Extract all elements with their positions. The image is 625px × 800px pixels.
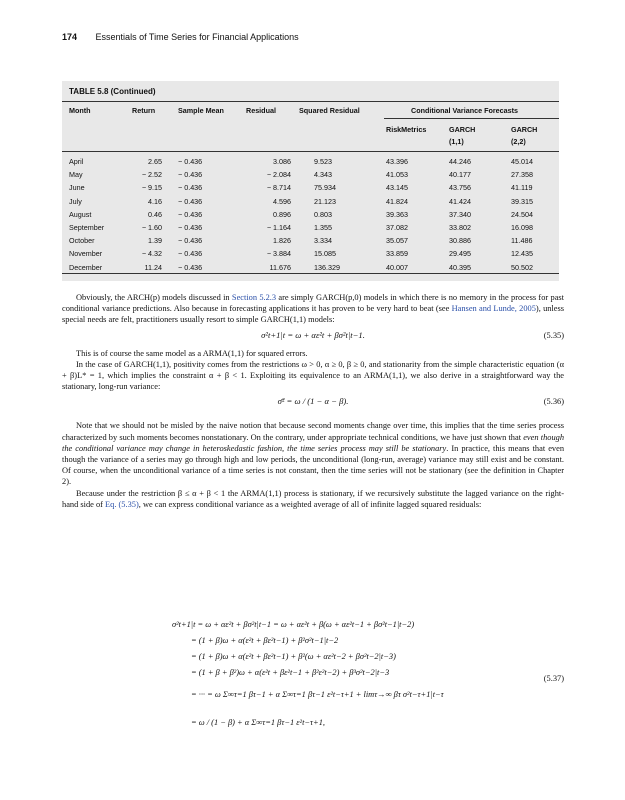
eq537-line-5: = ··· = ω Σ∞τ=1 βτ−1 + α Σ∞τ=1 βτ−1 ε²t−τ+1 + limτ→∞ βτ σ²t−τ+1|t−τ — [191, 690, 444, 699]
cell-squared-residual: 0.803 — [314, 209, 332, 219]
eq537-line-1: σ²t+1|t = ω + αε²t + βσ²t|t−1 = ω + αε²t + β(ω + αε²t−1 + βσ²t−1|t−2) — [172, 620, 415, 629]
cell-garch22: 45.014 — [511, 157, 533, 166]
cell-residual: − 8.714 — [266, 183, 291, 193]
cell-return: − 1.60 — [141, 223, 162, 232]
cell-return: 4.16 — [148, 196, 162, 206]
p1-text-c: ), unless special needs are felt, practitioners usually resort to simple GARCH(1,1) models: — [62, 304, 565, 325]
eq537-line-2: = (1 + β)ω + α(ε²t + βε²t−1) + β²σ²t−1|t−2 — [191, 636, 339, 645]
p4-emphasis: even though the conditional variance may change in heteroskedastic fashion, the time series process may still be stationary — [62, 432, 565, 453]
cell-riskmetrics: 43.145 — [386, 183, 408, 193]
cell-residual: − 2.084 — [266, 170, 291, 180]
equation-5-36-number: (5.36) — [543, 397, 564, 407]
eq537-line-4: = (1 + β + β²)ω + α(ε²t + βε²t−1 + β²ε²t−2) + β³σ²t−2|t−3 — [191, 668, 390, 677]
page-number: 174 — [62, 32, 78, 42]
cell-squared-residual: 4.343 — [314, 170, 332, 180]
cell-garch11: 33.802 — [449, 223, 471, 232]
header-conditional-variance-forecasts: Conditional Variance Forecasts — [411, 106, 519, 115]
cell-squared-residual: 75.934 — [314, 183, 336, 193]
cell-month: May — [69, 170, 83, 180]
header-garch22-order: (2,2) — [511, 137, 526, 146]
equation-5-36-body: σ̄² = ω / (1 − α − β). — [277, 396, 349, 407]
cell-garch11: 29.495 — [449, 249, 471, 259]
cell-sample-mean: − 0.436 — [178, 183, 203, 193]
cell-month: July — [69, 196, 82, 206]
table-rule-header — [62, 151, 559, 152]
cell-garch11: 40.177 — [449, 170, 471, 180]
cell-return: 0.46 — [148, 209, 162, 219]
cell-riskmetrics: 41.053 — [386, 170, 408, 180]
paragraph-4 — [62, 420, 564, 487]
p1-text-a: Obviously, the ARCH(p) models discussed in — [76, 293, 232, 302]
cell-squared-residual: 9.523 — [314, 157, 332, 166]
cell-sample-mean: − 0.436 — [178, 157, 203, 166]
table-rule-top — [62, 101, 559, 102]
cell-sample-mean: − 0.436 — [178, 223, 203, 232]
header-residual: Residual — [246, 106, 276, 115]
link-hansen-lunde[interactable]: Hansen and Lunde, 2005 — [451, 304, 536, 314]
running-header — [62, 32, 299, 42]
table-title: TABLE 5.8 (Continued) — [69, 87, 156, 96]
header-squared-residual: Squared Residual — [299, 106, 360, 115]
header-sample-mean: Sample Mean — [178, 106, 224, 115]
cell-return: 1.39 — [148, 236, 162, 246]
cell-riskmetrics: 43.396 — [386, 157, 408, 166]
header-garch11-order: (1,1) — [449, 137, 464, 146]
cell-garch22: 11.486 — [511, 236, 533, 246]
p4-text-b: . In practice, this means that even though the variance of a series may go through high and low periods, the unconditional (long-run, average) variance may still exist and be constant. Of course, when the unconditional variance of a time series is not constant, then the time series will not be stationary (see the definition in Chapter 2). — [62, 443, 565, 487]
cell-garch11: 43.756 — [449, 183, 471, 193]
cell-sample-mean: − 0.436 — [178, 262, 203, 272]
cell-garch22: 12.435 — [511, 249, 533, 259]
cell-garch11: 37.340 — [449, 209, 471, 219]
cell-garch11: 41.424 — [449, 196, 471, 206]
cell-squared-residual: 3.334 — [314, 236, 332, 246]
cell-month: December — [69, 262, 103, 272]
equation-5-35-body: σ²t+1|t = ω + αε²t + βσ²t|t−1. — [261, 329, 365, 340]
cell-squared-residual: 21.123 — [314, 196, 336, 206]
cell-return: 11.24 — [144, 262, 162, 272]
cell-sample-mean: − 0.436 — [178, 170, 203, 180]
cell-sample-mean: − 0.436 — [178, 236, 203, 246]
cell-riskmetrics: 39.363 — [386, 209, 408, 219]
equation-5-35-number: (5.35) — [543, 330, 564, 340]
cell-month: April — [69, 157, 84, 166]
cell-residual: 1.826 — [273, 236, 291, 246]
cell-month: June — [69, 183, 85, 193]
cell-riskmetrics: 35.057 — [386, 236, 408, 246]
cell-garch22: 24.504 — [511, 209, 533, 219]
cell-garch11: 44.246 — [449, 157, 471, 166]
paragraph-1 — [62, 292, 564, 326]
link-section-5-2-3[interactable]: Section 5.2.3 — [231, 293, 277, 302]
cell-month: September — [69, 223, 105, 232]
cell-month: August — [69, 209, 92, 219]
cell-residual: − 1.164 — [266, 223, 291, 232]
group-rule — [384, 118, 559, 119]
cell-return: − 4.32 — [141, 249, 162, 259]
cell-squared-residual: 15.085 — [314, 249, 336, 259]
link-eq-5-35[interactable]: Eq. (5.35) — [105, 499, 139, 509]
cell-squared-residual: 1.355 — [314, 223, 332, 232]
cell-month: November — [69, 249, 103, 259]
cell-sample-mean: − 0.436 — [178, 196, 203, 206]
cell-sample-mean: − 0.436 — [178, 249, 203, 259]
table-5-8 — [62, 81, 559, 281]
table-rule-bottom — [62, 273, 559, 274]
cell-residual: 11.676 — [269, 262, 291, 272]
cell-month: October — [69, 236, 95, 246]
cell-garch22: 50.502 — [511, 262, 533, 272]
paragraph-2: This is of course the same model as a ARMA(1,1) for squared errors. — [76, 348, 308, 358]
cell-riskmetrics: 33.859 — [386, 249, 408, 259]
cell-return: − 2.52 — [141, 170, 162, 180]
p5-text-b: , we can express conditional variance as a weighted average of all of infinite lagged squared residuals: — [138, 499, 482, 509]
header-garch11: GARCH — [449, 125, 476, 134]
cell-garch11: 40.395 — [449, 262, 471, 272]
cell-garch22: 16.098 — [511, 223, 533, 232]
cell-garch11: 30.886 — [449, 236, 471, 246]
cell-residual: 0.896 — [273, 209, 291, 219]
header-return: Return — [132, 106, 156, 115]
cell-garch22: 41.119 — [511, 183, 533, 193]
cell-riskmetrics: 37.082 — [386, 223, 408, 232]
equation-5-37 — [62, 618, 564, 748]
equation-5-36 — [62, 392, 564, 418]
paragraph-3: In the case of GARCH(1,1), positivity comes from the restrictions ω > 0, α ≥ 0, β ≥ 0, and stationarity from the simple characteristic equation (α + β)L* = 1, which implies the constraint α + β < 1. Exploiting its equivalence to an ARMA(1,1), we also derive in a straightforward way the stationary, long-run variance: — [62, 359, 564, 392]
running-title: Essentials of Time Series for Financial Applications — [95, 32, 299, 42]
p4-text-a: Note that we should not be misled by the naive notion that because second moments change over time, this implies that the time series process characterized by such moments becomes nonstationary. On the contrary, under appropriate technical conditions, we have just shown that — [62, 421, 564, 442]
paragraph-5 — [62, 488, 564, 510]
cell-riskmetrics: 40.007 — [386, 262, 408, 272]
cell-residual: 3.086 — [273, 157, 291, 166]
eq537-line-6: = ω / (1 − β) + α Σ∞τ=1 βτ−1 ε²t−τ+1, — [191, 718, 325, 727]
cell-riskmetrics: 41.824 — [386, 196, 408, 206]
cell-squared-residual: 136.329 — [314, 262, 340, 272]
p5-text-a: Because under the restriction β ≤ α + β < 1 the ARMA(1,1) process is stationary, if we recursively substitute the lagged variance on the right-hand side of — [62, 488, 564, 509]
equation-5-35 — [62, 326, 564, 348]
cell-return: − 9.15 — [141, 183, 162, 193]
cell-sample-mean: − 0.436 — [178, 209, 203, 219]
equation-5-37-number: (5.37) — [543, 674, 564, 683]
p1-text-b: are simply GARCH(p,0) models in which there is no memory in the process for past conditional variance predictions. Also because in forecasting applications it has proven to be very hard to beat (see — [62, 293, 564, 314]
cell-residual: 4.596 — [273, 196, 291, 206]
eq537-line-3: = (1 + β)ω + α(ε²t + βε²t−1) + β²(ω + αε²t−2 + βσ²t−2|t−3) — [191, 652, 396, 661]
cell-residual: − 3.884 — [266, 249, 291, 259]
cell-garch22: 39.315 — [511, 196, 533, 206]
cell-garch22: 27.358 — [511, 170, 533, 180]
header-riskmetrics: RiskMetrics — [386, 125, 427, 134]
cell-return: 2.65 — [148, 157, 162, 166]
header-month: Month — [69, 106, 91, 115]
header-garch22: GARCH — [511, 125, 538, 134]
body-text — [62, 292, 564, 510]
